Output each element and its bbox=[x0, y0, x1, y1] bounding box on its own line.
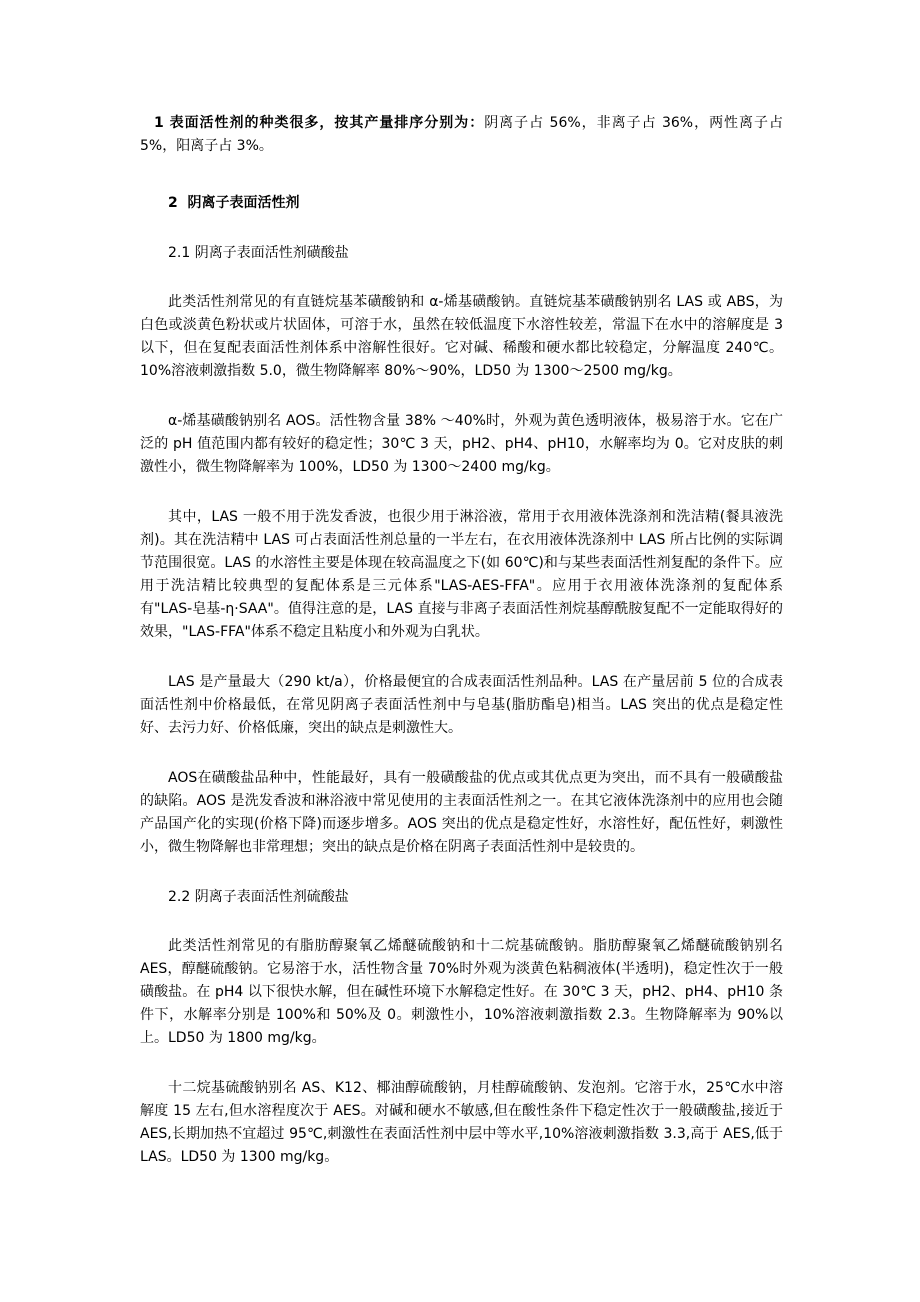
paragraph-sulfonate-intro: 此类活性剂常见的有直链烷基苯磺酸钠和 α-烯基磺酸钠。直链烷基苯磺酸钠别名 LAS 或 ABS，为白色或淡黄色粉状或片状固体，可溶于水，虽然在较低温度下水溶性较差，常温下在水中的溶解度是 3 以下，但在复配表面活性剂体系中溶解性很好。它对碱、稀酸和硬水都比较稳定，分解温度 240℃。10%溶液刺激指数 5.0，微生物降解率 80%～90%，LD50 为 1300～2500 mg/kg。 bbox=[140, 294, 783, 379]
paragraph-sds: 十二烷基硫酸钠别名 AS、K12、椰油醇硫酸钠，月桂醇硫酸钠、发泡剂。它溶于水，25℃水中溶解度 15 左右,但水溶程度次于 AES。对碱和硬水不敏感,但在酸性条件下稳定性次于一般磺酸盐,接近于 AES,长期加热不宜超过 95℃,刺激性在表面活性剂中层中等水平,10%溶液刺激指数 3.3,高于 AES,低于 LAS。LD50 为 1300 mg/kg。 bbox=[140, 1080, 783, 1165]
section-2-2-heading: 2.2 阴离子表面活性剂硫酸盐 bbox=[168, 889, 349, 905]
paragraph-sulfate-intro: 此类活性剂常见的有脂肪醇聚氧乙烯醚硫酸钠和十二烷基硫酸钠。脂肪醇聚氧乙烯醚硫酸钠别名 AES，醇醚硫酸钠。它易溶于水，活性物含量 70%时外观为淡黄色粘稠液体(半透明)，稳定性次于一般磺酸盐。在 pH4 以下很快水解，但在碱性环境下水解稳定性好。在 30℃ 3 天，pH2、pH4、pH10 条件下，水解率分别是 100%和 50%及 0。刺激性小，10%溶液刺激指数 2.3。生物降解率为 90%以上。LD50 为 1800 mg/kg。 bbox=[140, 938, 783, 1046]
section-1-text: 阴离子占 56%，非离子占 36%，两性离子占 5%，阳离子占 3%。 bbox=[140, 115, 783, 154]
document-body bbox=[140, 112, 783, 1196]
paragraph-aos: α-烯基磺酸钠别名 AOS。活性物含量 38% ～40%时，外观为黄色透明液体，极易溶于水。它在广泛的 pH 值范围内都有较好的稳定性；30℃ 3 天，pH2、pH4、pH10，水解率均为 0。它对皮肤的刺激性小，微生物降解率为 100%，LD50 为 1300～2400 mg/kg。 bbox=[140, 413, 783, 475]
paragraph-aos-performance: AOS在磺酸盐品种中，性能最好，具有一般磺酸盐的优点或其优点更为突出，而不具有一般磺酸盐的缺陷。AOS 是洗发香波和淋浴液中常见使用的主表面活性剂之一。在其它液体洗涤剂中的应用也会随产品国产化的实现(价格下降)而逐步增多。AOS 突出的优点是稳定性好，水溶性好，配伍性好，刺激性小，微生物降解也非常理想；突出的缺点是价格在阴离子表面活性剂中是较贵的。 bbox=[140, 770, 783, 855]
section-2-title: 阴离子表面活性剂 bbox=[187, 195, 300, 211]
section-2-1-heading: 2.1 阴离子表面活性剂磺酸盐 bbox=[168, 245, 349, 261]
paragraph-las-production: LAS 是产量最大（290 kt/a），价格最便宜的合成表面活性剂品种。LAS 在产量居前 5 位的合成表面活性剂中价格最低，在常见阴离子表面活性剂中与皂基(脂肪酯皂)相当。LAS 突出的优点是稳定性好、去污力好、价格低廉，突出的缺点是刺激性大。 bbox=[140, 674, 783, 736]
paragraph-las-usage: 其中，LAS 一般不用于洗发香波，也很少用于淋浴液，常用于衣用液体洗涤剂和洗洁精(餐具液洗剂)。其在洗洁精中 LAS 可占表面活性剂总量的一半左右，在衣用液体洗涤剂中 LAS 所占比例的实际调节范围很宽。LAS 的水溶性主要是体现在较高温度之下(如 60℃)和与某些表面活性剂复配的条件下。应用于洗洁精比较典型的复配体系是三元体系"LAS-AES-FFA"。应用于衣用液体洗涤剂的复配体系有"LAS-皂基-η·SAA"。值得注意的是，LAS 直接与非离子表面活性剂烷基醇酰胺复配不一定能取得好的效果，"LAS-FFA"体系不稳定且粘度小和外观为白乳状。 bbox=[140, 509, 783, 640]
section-2-heading bbox=[140, 192, 783, 215]
section-1-paragraph bbox=[140, 112, 783, 158]
section-1-lead: 1 表面活性剂的种类很多，按其产量排序分别为： bbox=[154, 115, 485, 131]
section-2-number: 2 bbox=[168, 195, 178, 211]
